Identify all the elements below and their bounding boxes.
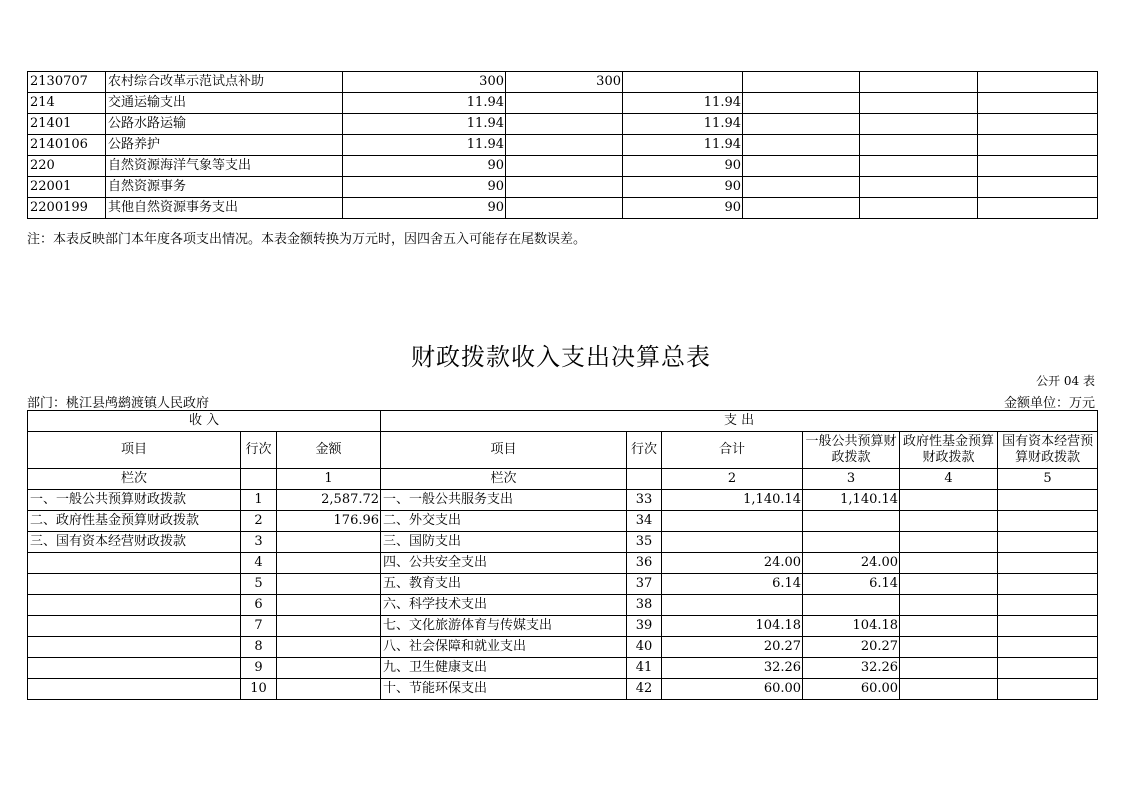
general-budget-amount: 60.00: [803, 679, 900, 700]
expense-detail-table: [27, 71, 1098, 219]
income-line: 3: [241, 532, 277, 553]
subject-code: 21401: [28, 114, 106, 135]
table-row: [28, 553, 1098, 574]
expense-total: 20.27: [662, 637, 803, 658]
empty-cell: [860, 72, 978, 93]
table-row: [28, 658, 1098, 679]
empty-cell: [978, 198, 1098, 219]
subject-name: 农村综合改革示范试点补助: [106, 72, 343, 93]
empty-cell: [860, 93, 978, 114]
department-label: 部门：桃江县鸬鹚渡镇人民政府: [27, 396, 210, 411]
income-item: [28, 553, 241, 574]
empty-cell: [978, 135, 1098, 156]
expense-line: 39: [627, 616, 662, 637]
fund-budget-amount: [900, 532, 998, 553]
expense-total: 6.14: [662, 574, 803, 595]
basic-amount: [506, 93, 623, 114]
table-row: [28, 595, 1098, 616]
project-amount: 11.94: [623, 114, 743, 135]
table-row: [28, 637, 1098, 658]
header-income-line: 行次: [241, 432, 277, 469]
income-item: [28, 574, 241, 595]
col-index-5: 5: [998, 469, 1098, 490]
income-line: 4: [241, 553, 277, 574]
income-item: [28, 679, 241, 700]
income-item: [28, 637, 241, 658]
empty-cell: [743, 198, 860, 219]
expense-header: 支 出: [381, 411, 1098, 432]
expense-total: 32.26: [662, 658, 803, 679]
empty-cell: [978, 93, 1098, 114]
expense-total: 60.00: [662, 679, 803, 700]
general-budget-amount: [803, 511, 900, 532]
income-amount: [277, 553, 381, 574]
col-index-1: 1: [277, 469, 381, 490]
basic-amount: [506, 135, 623, 156]
income-amount: [277, 616, 381, 637]
total-amount: 90: [343, 177, 506, 198]
col-index-3: 3: [803, 469, 900, 490]
project-amount: 11.94: [623, 93, 743, 114]
table-row: [28, 72, 1098, 93]
expense-item: 五、教育支出: [381, 574, 627, 595]
expense-item: 九、卫生健康支出: [381, 658, 627, 679]
subject-code: 220: [28, 156, 106, 177]
income-item: 一、一般公共预算财政拨款: [28, 490, 241, 511]
state-capital-amount: [998, 595, 1098, 616]
basic-amount: [506, 198, 623, 219]
expense-total: 1,140.14: [662, 490, 803, 511]
header-income-amount: 金额: [277, 432, 381, 469]
income-item: [28, 595, 241, 616]
expense-item: 七、文化旅游体育与传媒支出: [381, 616, 627, 637]
table-row: [28, 679, 1098, 700]
state-capital-amount: [998, 658, 1098, 679]
state-capital-amount: [998, 511, 1098, 532]
expense-line: 36: [627, 553, 662, 574]
expense-item: 六、科学技术支出: [381, 595, 627, 616]
income-amount: [277, 679, 381, 700]
general-budget-amount: 104.18: [803, 616, 900, 637]
fund-budget-amount: [900, 511, 998, 532]
income-line: 10: [241, 679, 277, 700]
basic-amount: 300: [506, 72, 623, 93]
expense-line: 41: [627, 658, 662, 679]
fund-budget-amount: [900, 490, 998, 511]
general-budget-amount: [803, 532, 900, 553]
general-budget-amount: 6.14: [803, 574, 900, 595]
fund-budget-amount: [900, 574, 998, 595]
form-number: 公开 04 表: [1036, 374, 1095, 388]
table-row: [28, 114, 1098, 135]
header-expense-item: 项目: [381, 432, 627, 469]
subject-name: 自然资源海洋气象等支出: [106, 156, 343, 177]
state-capital-amount: [998, 616, 1098, 637]
income-amount: [277, 637, 381, 658]
empty-cell: [743, 135, 860, 156]
header-fund-budget: 政府性基金预算财政拨款: [900, 432, 998, 469]
subject-name: 交通运输支出: [106, 93, 343, 114]
empty-cell: [743, 114, 860, 135]
expense-detail-body: [28, 72, 1098, 219]
subject-code: 214: [28, 93, 106, 114]
col-index-2: 2: [662, 469, 803, 490]
state-capital-amount: [998, 490, 1098, 511]
expense-item: 二、外交支出: [381, 511, 627, 532]
table-row: [28, 135, 1098, 156]
total-amount: 11.94: [343, 93, 506, 114]
header-general-budget: 一般公共预算财政拨款: [803, 432, 900, 469]
general-budget-amount: 24.00: [803, 553, 900, 574]
empty-cell: [743, 93, 860, 114]
state-capital-amount: [998, 532, 1098, 553]
income-amount: 176.96: [277, 511, 381, 532]
fund-budget-amount: [900, 616, 998, 637]
income-amount: [277, 574, 381, 595]
income-item: [28, 616, 241, 637]
table-row: [28, 616, 1098, 637]
subject-code: 22001: [28, 177, 106, 198]
expense-item: 八、社会保障和就业支出: [381, 637, 627, 658]
income-amount: [277, 595, 381, 616]
table-row: [28, 156, 1098, 177]
subject-name: 公路养护: [106, 135, 343, 156]
col-index-empty: [627, 469, 662, 490]
income-line: 1: [241, 490, 277, 511]
table-note: 注：本表反映部门本年度各项支出情况。本表金额转换为万元时，因四舍五入可能存在尾数误差。: [27, 232, 587, 247]
column-header-row: [28, 432, 1098, 469]
header-expense-line: 行次: [627, 432, 662, 469]
expense-line: 42: [627, 679, 662, 700]
fund-budget-amount: [900, 595, 998, 616]
expense-line: 35: [627, 532, 662, 553]
column-index-row: [28, 469, 1098, 490]
col-index-exp-label: 栏次: [381, 469, 627, 490]
empty-cell: [978, 156, 1098, 177]
table-row: [28, 490, 1098, 511]
empty-cell: [860, 198, 978, 219]
expense-line: 33: [627, 490, 662, 511]
total-amount: 300: [343, 72, 506, 93]
empty-cell: [743, 177, 860, 198]
table-row: [28, 511, 1098, 532]
total-amount: 11.94: [343, 135, 506, 156]
income-line: 5: [241, 574, 277, 595]
table-row: [28, 574, 1098, 595]
empty-cell: [743, 156, 860, 177]
header-total: 合计: [662, 432, 803, 469]
state-capital-amount: [998, 553, 1098, 574]
col-index-4: 4: [900, 469, 998, 490]
income-line: 2: [241, 511, 277, 532]
col-index-label: 栏次: [28, 469, 241, 490]
fund-budget-amount: [900, 658, 998, 679]
expense-item: 十、节能环保支出: [381, 679, 627, 700]
project-amount: 90: [623, 177, 743, 198]
expense-item: 一、一般公共服务支出: [381, 490, 627, 511]
fiscal-summary-body: [28, 490, 1098, 700]
header-income-item: 项目: [28, 432, 241, 469]
fiscal-summary-table: [27, 410, 1098, 700]
general-budget-amount: [803, 595, 900, 616]
income-amount: [277, 658, 381, 679]
unit-label: 金额单位：万元: [1003, 396, 1095, 411]
income-item: 三、国有资本经营财政拨款: [28, 532, 241, 553]
expense-item: 四、公共安全支出: [381, 553, 627, 574]
income-header: 收 入: [28, 411, 381, 432]
general-budget-amount: 1,140.14: [803, 490, 900, 511]
subject-name: 自然资源事务: [106, 177, 343, 198]
state-capital-amount: [998, 574, 1098, 595]
empty-cell: [860, 114, 978, 135]
expense-line: 40: [627, 637, 662, 658]
state-capital-amount: [998, 637, 1098, 658]
income-line: 8: [241, 637, 277, 658]
subject-name: 其他自然资源事务支出: [106, 198, 343, 219]
expense-item: 三、国防支出: [381, 532, 627, 553]
fund-budget-amount: [900, 637, 998, 658]
col-index-empty: [241, 469, 277, 490]
fund-budget-amount: [900, 553, 998, 574]
empty-cell: [860, 135, 978, 156]
table-row: [28, 93, 1098, 114]
basic-amount: [506, 156, 623, 177]
subject-code: 2200199: [28, 198, 106, 219]
table-row: [28, 532, 1098, 553]
total-amount: 90: [343, 156, 506, 177]
empty-cell: [978, 72, 1098, 93]
total-amount: 90: [343, 198, 506, 219]
empty-cell: [860, 177, 978, 198]
expense-line: 38: [627, 595, 662, 616]
total-amount: 11.94: [343, 114, 506, 135]
project-amount: [623, 72, 743, 93]
section-header-row: [28, 411, 1098, 432]
empty-cell: [860, 156, 978, 177]
expense-total: 104.18: [662, 616, 803, 637]
general-budget-amount: 20.27: [803, 637, 900, 658]
expense-total: 24.00: [662, 553, 803, 574]
income-item: [28, 658, 241, 679]
empty-cell: [978, 114, 1098, 135]
expense-total: [662, 595, 803, 616]
page-title: 财政拨款收入支出决算总表: [411, 343, 711, 371]
header-state-capital: 国有资本经营预算财政拨款: [998, 432, 1098, 469]
income-line: 6: [241, 595, 277, 616]
fund-budget-amount: [900, 679, 998, 700]
subject-code: 2140106: [28, 135, 106, 156]
income-item: 二、政府性基金预算财政拨款: [28, 511, 241, 532]
income-line: 9: [241, 658, 277, 679]
expense-line: 34: [627, 511, 662, 532]
table-row: [28, 177, 1098, 198]
state-capital-amount: [998, 679, 1098, 700]
income-line: 7: [241, 616, 277, 637]
expense-line: 37: [627, 574, 662, 595]
subject-name: 公路水路运输: [106, 114, 343, 135]
basic-amount: [506, 114, 623, 135]
income-amount: [277, 532, 381, 553]
project-amount: 90: [623, 156, 743, 177]
expense-total: [662, 532, 803, 553]
project-amount: 90: [623, 198, 743, 219]
table-row: [28, 198, 1098, 219]
income-amount: 2,587.72: [277, 490, 381, 511]
empty-cell: [743, 72, 860, 93]
expense-total: [662, 511, 803, 532]
basic-amount: [506, 177, 623, 198]
general-budget-amount: 32.26: [803, 658, 900, 679]
project-amount: 11.94: [623, 135, 743, 156]
subject-code: 2130707: [28, 72, 106, 93]
empty-cell: [978, 177, 1098, 198]
